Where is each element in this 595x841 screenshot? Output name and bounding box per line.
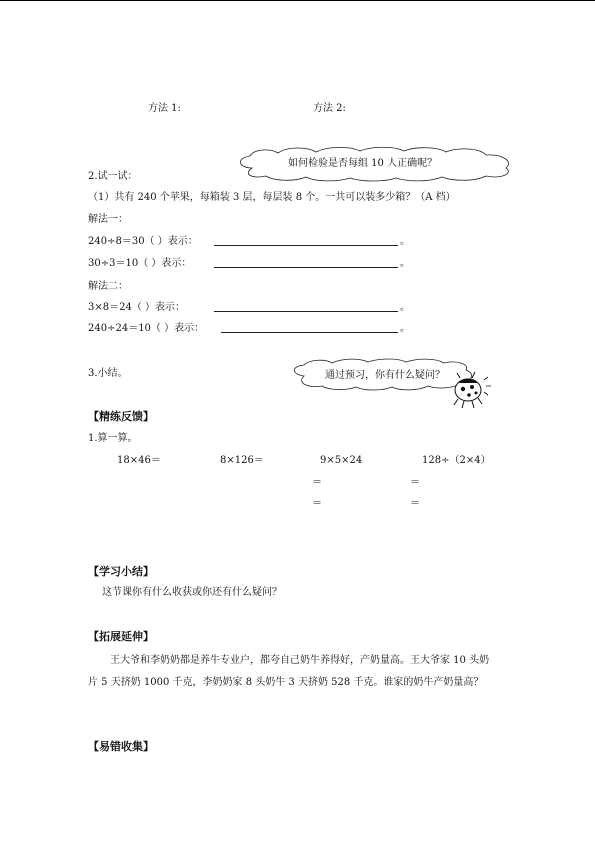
cartoon-ladybug-icon <box>454 372 491 408</box>
calc-item: 1.算一算。 <box>88 433 138 444</box>
method-1-label: 方法 1: <box>148 103 181 114</box>
study-summary-question: 这节课你有什么收获或你还有什么疑问？ <box>102 587 282 598</box>
extension-heading: 【拓展延伸】 <box>88 630 154 643</box>
equals-sign: ＝ <box>410 498 420 509</box>
equals-sign: ＝ <box>312 477 322 488</box>
error-collection-heading: 【易错收集】 <box>88 740 154 753</box>
solution-1-label: 解法一： <box>88 214 128 225</box>
summary-heading: 3.小结。 <box>88 368 128 379</box>
equals-sign: ＝ <box>410 477 420 488</box>
s1-expression-1: 240÷8＝30（ ）表示： <box>88 236 198 247</box>
cloud-1-text: 如何检验是否每组 10 人正确呢？ <box>288 158 438 169</box>
period: 。 <box>400 302 410 313</box>
cloud-2-text: 通过预习，你有什么疑问？ <box>325 370 445 381</box>
period: 。 <box>400 236 410 247</box>
answer-blank <box>214 245 398 246</box>
try-heading: 2.试一试： <box>88 171 138 182</box>
page-top-border <box>0 0 595 1</box>
apple-problem: （1）共有 240 个苹果，每箱装 3 层，每层装 8 个。一共可以装多少箱？（A 档） <box>88 192 456 203</box>
s2-expression-2: 240÷24＝10（ ）表示： <box>88 323 205 334</box>
calc-expression-3: 9×5×24 <box>320 455 363 466</box>
study-summary-heading: 【学习小结】 <box>88 565 154 578</box>
question-cloud-shape <box>286 358 496 418</box>
method-2-label: 方法 2: <box>313 103 346 114</box>
equals-sign: ＝ <box>312 498 322 509</box>
extension-text-line-1: 王大爷和李奶奶都是养牛专业户，都夸自己奶牛养得好，产奶量高。王大爷家 10 头奶 <box>110 655 490 666</box>
period: 。 <box>400 323 410 334</box>
s1-expression-2: 30÷3＝10（ ）表示： <box>88 258 192 269</box>
feedback-heading: 【精练反馈】 <box>88 410 154 423</box>
answer-blank <box>214 311 398 312</box>
period: 。 <box>400 258 410 269</box>
calc-expression-2: 8×126＝ <box>220 455 264 466</box>
s2-expression-1: 3×8＝24（ ）表示： <box>88 302 186 313</box>
answer-blank <box>214 267 398 268</box>
calc-expression-1: 18×46＝ <box>117 455 161 466</box>
extension-text-line-2: 片 5 天挤奶 1000 千克，李奶奶家 8 头奶牛 3 天挤奶 528 千克。谁家的奶牛产奶量高？ <box>88 677 484 688</box>
calc-expression-4: 128÷（2×4） <box>422 455 491 466</box>
answer-blank <box>221 332 398 333</box>
solution-2-label: 解法二： <box>88 281 128 292</box>
